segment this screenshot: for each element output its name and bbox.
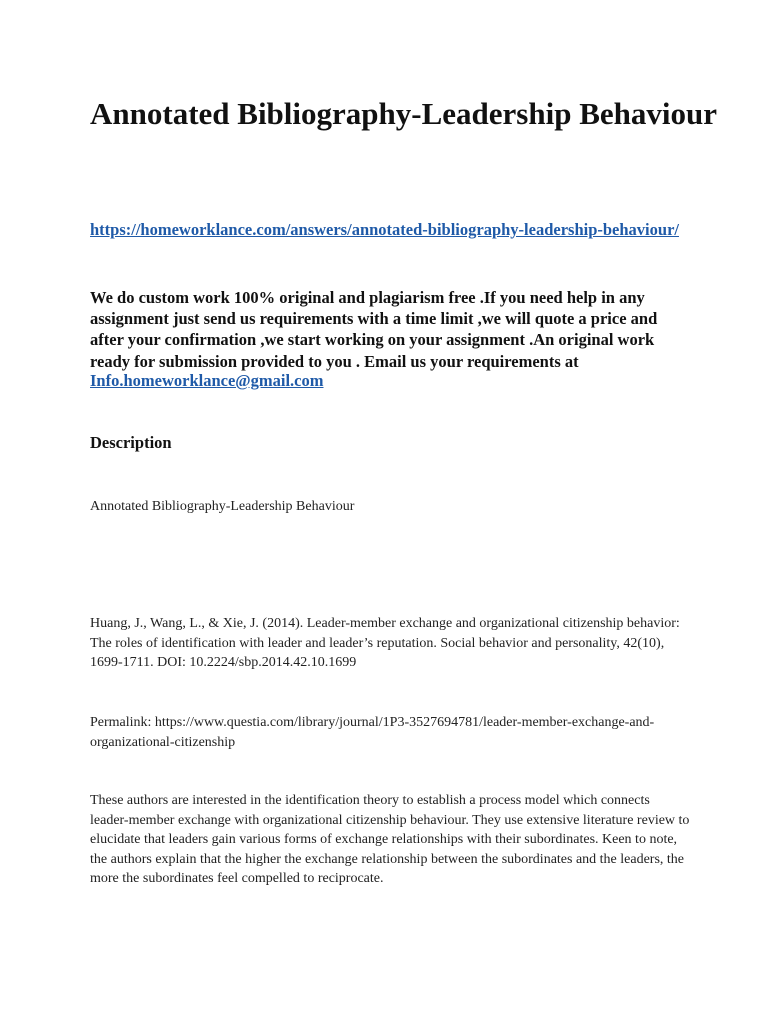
citation-paragraph: Huang, J., Wang, L., & Xie, J. (2014). Leader-member exchange and organizational citizenship behavior: The roles of identification with leader and leader’s reputation. Social behavior and personality, 42(10), 1699-1711. DOI: 10.2224/sbp.2014.42.10.1699 <box>90 616 680 671</box>
permalink-paragraph: Permalink: https://www.questia.com/library/journal/1P3-3527694781/leader-member-exchange-and-organizational-citizenship <box>90 715 655 750</box>
summary-paragraph: These authors are interested in the identification theory to establish a process model which connects leader-member exchange with organizational citizenship behaviour. They use extensive literature review to elucidate that leaders gain various forms of exchange relationships with their subordinates. Keen to note, the authors explain that the higher the exchange relationship between the subordinates and the leaders, the more the subordinates feel compelled to reciprocate. <box>90 793 690 887</box>
intro-paragraph: We do custom work 100% original and plagiarism free .If you need help in any assignment just send us requirements with a time limit ,we will quote a price and after your confirmation ,we start working on your assignment .An original work ready for submission provided to you . Email us your requirements at <box>90 288 658 371</box>
description-heading: Description <box>90 433 172 452</box>
document-title: Annotated Bibliography-Leadership Behaviour <box>90 96 717 131</box>
email-link[interactable]: Info.homeworklance@gmail.com <box>90 371 324 390</box>
description-title: Annotated Bibliography-Leadership Behaviour <box>90 499 355 514</box>
source-url-link[interactable]: https://homeworklance.com/answers/annotated-bibliography-leadership-behaviour/ <box>90 220 679 239</box>
